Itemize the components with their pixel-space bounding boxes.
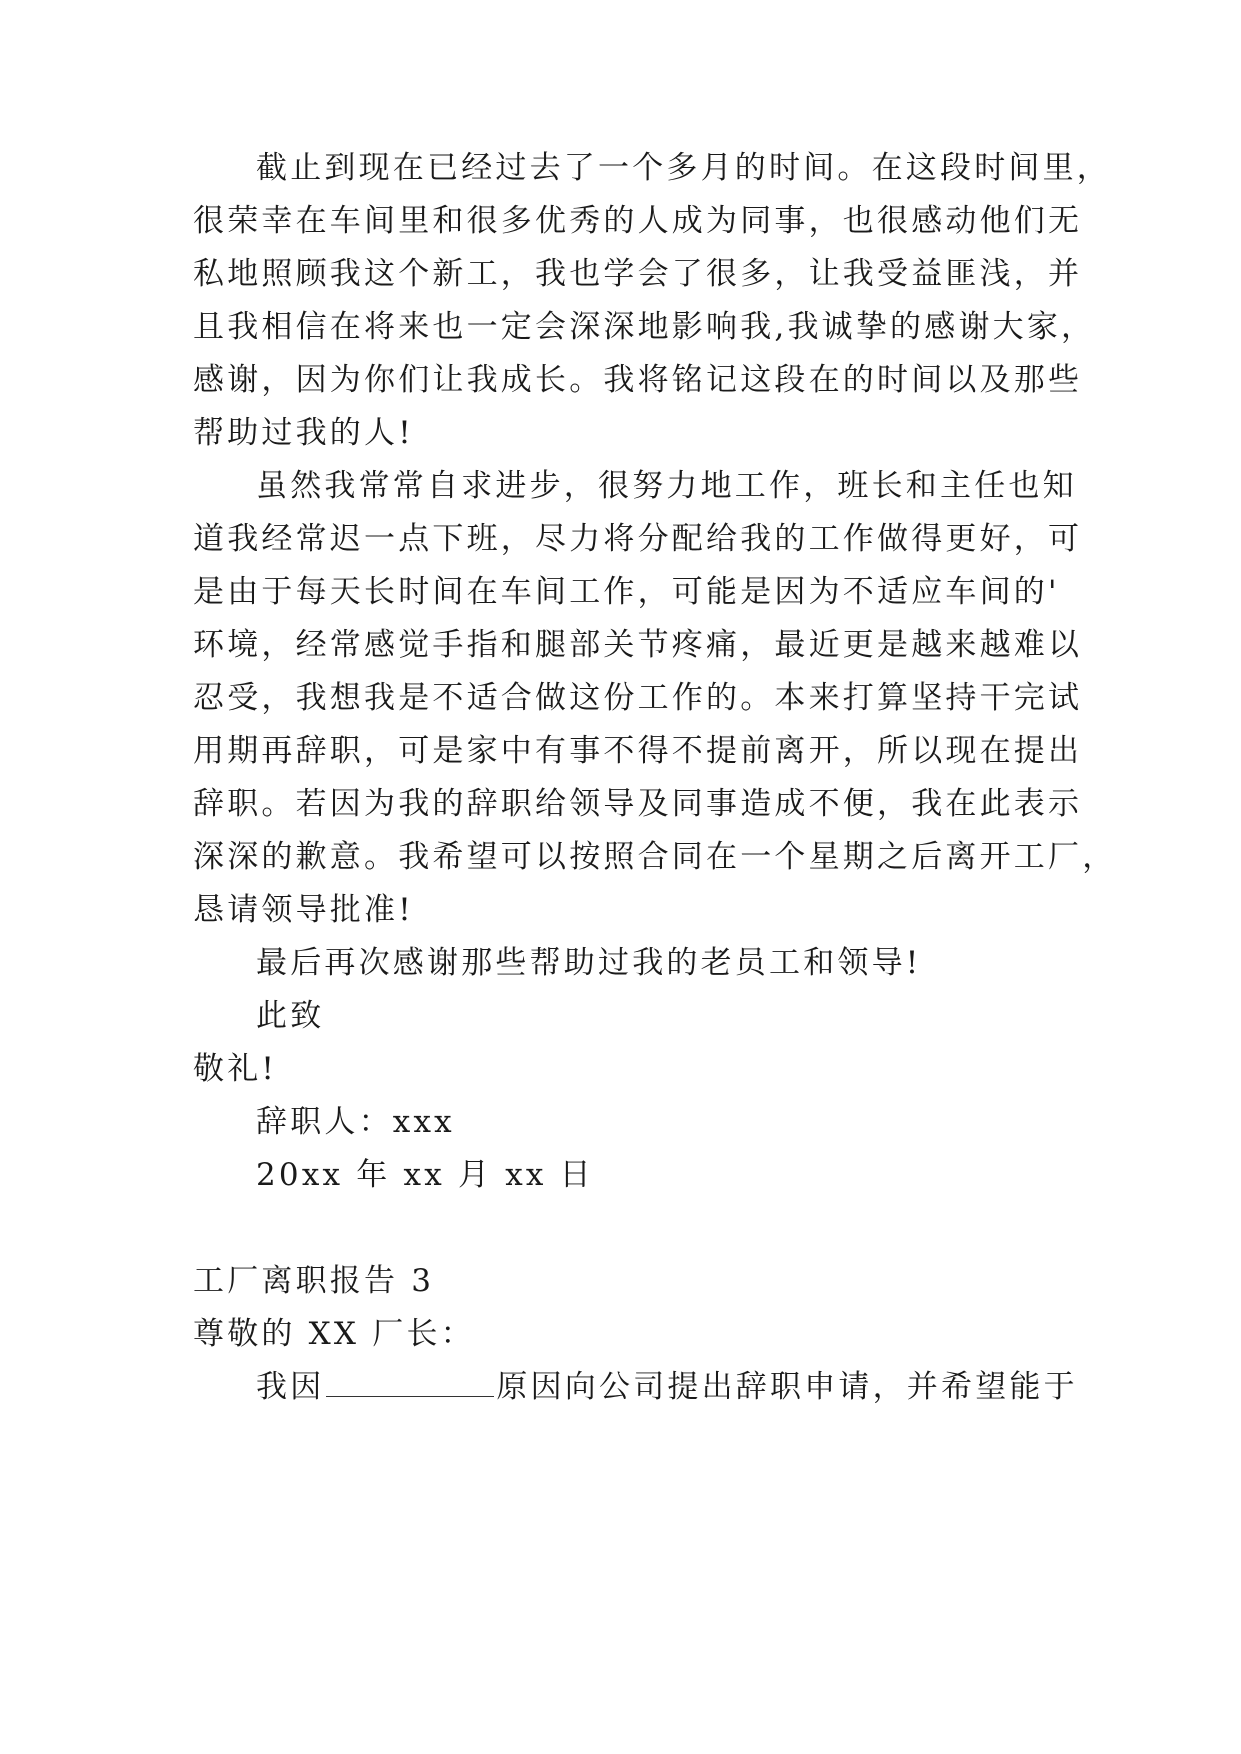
paragraph-1-line-2: 很荣幸在车间里和很多优秀的人成为同事，也很感动他们无	[193, 203, 1083, 239]
paragraph-2-line-1: 虽然我常常自求进步，很努力地工作，班长和主任也知	[256, 468, 1077, 504]
paragraph-2-line-7: 辞职。若因为我的辞职给领导及同事造成不便，我在此表示	[193, 786, 1083, 822]
paragraph-1-line-5: 感谢，因为你们让我成长。我将铭记这段在的时间以及那些	[193, 362, 1083, 398]
paragraph-1-line-3: 私地照顾我这个新工，我也学会了很多，让我受益匪浅，并	[193, 256, 1083, 292]
paragraph-2-line-6: 用期再辞职，可是家中有事不得不提前离开，所以现在提出	[193, 733, 1083, 769]
closing-respect: 敬礼!	[193, 1051, 278, 1087]
fill-in-blank	[326, 1368, 494, 1397]
paragraph-2-line-4: 环境，经常感觉手指和腿部关节疼痛，最近更是越来越难以	[193, 627, 1083, 663]
paragraph-1-line-6: 帮助过我的人!	[193, 415, 414, 451]
addressee-line: 尊敬的 XX 厂长：	[193, 1316, 475, 1352]
closing-thanks: 最后再次感谢那些帮助过我的老员工和领导!	[256, 945, 922, 981]
paragraph-2-line-3: 是由于每天长时间在车间工作，可能是因为不适应车间的'	[193, 574, 1060, 610]
paragraph-1-line-1: 截止到现在已经过去了一个多月的时间。在这段时间里，	[256, 150, 1111, 186]
first-line-suffix: 原因向公司提出辞职申请，并希望能于	[496, 1369, 1078, 1405]
paragraph-2-line-2: 道我经常迟一点下班，尽力将分配给我的工作做得更好，可	[193, 521, 1083, 557]
date-line: 20xx 年 xx 月 xx 日	[256, 1157, 594, 1193]
paragraph-2-line-5: 忍受，我想我是不适合做这份工作的。本来打算坚持干完试	[193, 680, 1083, 716]
signer-line: 辞职人：xxx	[256, 1104, 455, 1140]
first-line-prefix: 我因	[256, 1369, 325, 1405]
first-line	[256, 1367, 1078, 1407]
section-title: 工厂离职报告 3	[193, 1263, 435, 1299]
closing-salutation: 此致	[256, 998, 325, 1034]
paragraph-1-line-4: 且我相信在将来也一定会深深地影响我,我诚挚的感谢大家，	[193, 309, 1096, 345]
paragraph-2-line-9: 恳请领导批准!	[193, 892, 414, 928]
paragraph-2-line-8: 深深的歉意。我希望可以按照合同在一个星期之后离开工厂，	[193, 839, 1117, 875]
